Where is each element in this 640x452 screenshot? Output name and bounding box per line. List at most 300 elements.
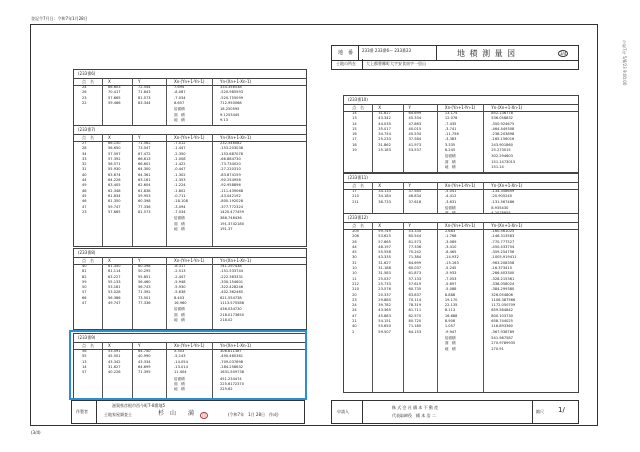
author-name: 杉 山 満 xyxy=(158,410,195,417)
table-cell: 57 xyxy=(82,370,87,375)
block-code: (233番9) xyxy=(78,335,96,340)
table-cell: -1.422 xyxy=(174,162,186,167)
table-cell: 16 xyxy=(352,132,357,137)
table-cell: 71.843 xyxy=(138,90,151,95)
table-cell: 10 xyxy=(352,266,357,271)
table-cell: -160.561025 xyxy=(491,229,515,233)
column-header-no: 点 名 xyxy=(82,343,94,348)
table-cell: 40.990 xyxy=(138,354,151,359)
block-code: (233番6) xyxy=(78,71,96,76)
table-cell: 29.880 xyxy=(378,297,391,302)
applicant-label: 申請人 xyxy=(337,409,349,414)
table-cell: 63.227 xyxy=(108,274,121,279)
table-cell: -16.373415 xyxy=(491,266,512,271)
table-cell: 71.395 xyxy=(138,370,151,375)
summary-value: 451.234474 xyxy=(220,376,242,381)
table-cell: 60.037 xyxy=(408,266,422,271)
summary-label: 倍面積 xyxy=(174,307,185,312)
table-cell: 22.135 xyxy=(444,303,458,308)
table-cell: 81.573 xyxy=(408,239,422,244)
author-box xyxy=(71,400,305,424)
table-cell: -1005.919411 xyxy=(491,255,517,260)
table-cell: 38.733 xyxy=(378,199,391,204)
table-cell: -367.938769 xyxy=(491,329,515,334)
block-code: (233番10) xyxy=(348,97,368,102)
table-cell: -464.449308 xyxy=(491,126,515,131)
table-cell: 2 xyxy=(352,329,355,334)
table-cell: 25.183 xyxy=(378,148,391,153)
table-cell: 8.888 xyxy=(444,292,456,297)
table-cell: 43.342 xyxy=(108,359,121,364)
column-header-x: X xyxy=(378,105,382,110)
table-cell: -165.156016 xyxy=(491,137,515,142)
table-cell: -7.012 xyxy=(174,141,186,145)
table-cell: 81 xyxy=(82,269,87,274)
block-code: (233番11) xyxy=(348,175,368,180)
table-cell: 57.665 xyxy=(378,239,391,244)
column-header-ydiff: Yn·(Xn+1-Xn-1) xyxy=(220,258,252,263)
column-header-ydiff: Yn·(Xn+1-Xn-1) xyxy=(491,183,523,188)
table-cell: 56.460 xyxy=(138,279,151,284)
table-cell: 60.735 xyxy=(408,287,422,292)
table-cell: 34.754 xyxy=(378,132,391,137)
table-cell: 56.743 xyxy=(138,285,151,290)
table-cell: 24 xyxy=(352,308,357,313)
table-cell: -3.631 xyxy=(444,199,457,204)
summary-value: 270.9789935 xyxy=(491,341,516,346)
table-cell: 116.893360 xyxy=(491,324,513,329)
table-cell: -1.008 xyxy=(174,156,186,161)
location-label: 土地の所在 xyxy=(336,61,356,66)
table-cell: 33 xyxy=(82,156,87,161)
block-code: (233番12) xyxy=(348,215,368,220)
table-cell: 64.361 xyxy=(138,172,151,177)
column-header-y: Y xyxy=(138,79,141,84)
table-cell: -1.302 xyxy=(174,172,186,177)
summary-label: 地 積 xyxy=(174,226,185,231)
table-cell: 64.226 xyxy=(108,178,121,183)
table-cell: 31.862 xyxy=(378,142,391,147)
area-table-block xyxy=(73,125,307,247)
table-cell: 53.028 xyxy=(108,290,121,295)
table-cell: 50 xyxy=(82,285,87,290)
table-cell: -222.363331 xyxy=(220,274,244,279)
table-cell: 53.591 xyxy=(108,349,121,353)
table-cell: 66.601 xyxy=(138,162,151,167)
table-cell: -27.220310 xyxy=(220,167,241,172)
table-cell: 212 xyxy=(352,281,359,286)
table-cell: 44.035 xyxy=(378,121,391,126)
summary-label: 面 積 xyxy=(174,112,185,117)
column-header-xdiff: Xn·(Yn+1-Yn-1) xyxy=(444,105,476,110)
table-cell: 10 xyxy=(352,271,357,276)
table-cell: -3.094 xyxy=(174,204,186,209)
table-cell: -3.410 xyxy=(444,244,457,249)
column-header-y: Y xyxy=(408,223,411,228)
table-cell: 712.950068 xyxy=(220,100,242,105)
table-cell: 23.576 xyxy=(378,287,391,292)
table-cell: 17 xyxy=(352,189,357,193)
summary-label: 面 積 xyxy=(174,312,185,317)
column-header-xdiff: Xn·(Yn+1-Yn-1) xyxy=(444,183,476,188)
table-cell: 26 xyxy=(352,239,357,244)
summary-label: 倍面積 xyxy=(174,376,185,381)
summary-value: 8.935430 xyxy=(491,205,509,210)
table-cell: 57.619 xyxy=(408,281,422,286)
table-cell: -11.756 xyxy=(444,132,459,137)
table-cell: 64.740 xyxy=(138,349,151,353)
table-cell: -5.638 xyxy=(174,290,186,295)
chiban-label: 地 番 xyxy=(338,50,354,56)
table-cell: -9.947 xyxy=(444,329,457,334)
summary-value: 9.1253445 xyxy=(220,112,240,117)
table-cell: -5.245 xyxy=(444,266,457,271)
table-cell: 6.245 xyxy=(444,148,456,153)
table-cell: 37.584 xyxy=(408,137,422,142)
table-cell: 50.295 xyxy=(138,269,151,274)
table-cell: 71.384 xyxy=(408,255,422,260)
table-cell: 63.674 xyxy=(108,172,121,177)
table-cell: 49.747 xyxy=(108,301,121,306)
table-cell: 45.534 xyxy=(408,132,422,137)
table-cell: 73.501 xyxy=(138,295,151,300)
table-cell: -770.777527 xyxy=(491,239,515,244)
table-cell: 40.015 xyxy=(408,126,422,131)
column-header-xdiff: Xn·(Yn+1-Yn-1) xyxy=(174,135,205,140)
table-cell: -350.924675 xyxy=(491,121,515,126)
table-cell: 61.114 xyxy=(108,269,121,274)
table-cell: 621.554738 xyxy=(220,295,242,300)
table-cell: 46 xyxy=(82,199,87,204)
summary-value: 191.37 xyxy=(220,226,233,231)
table-cell: 1172.050709 xyxy=(491,303,516,308)
table-cell: 61.838 xyxy=(138,188,151,193)
table-cell: 57.392 xyxy=(108,156,121,161)
summary-label: 面 積 xyxy=(444,159,456,164)
table-cell: 54.151 xyxy=(378,319,391,324)
table-cell: 70.417 xyxy=(108,90,121,95)
table-row xyxy=(74,301,306,306)
table-cell: -4.412 xyxy=(444,194,457,199)
table-cell: -146.313583 xyxy=(491,234,515,239)
applicant-box xyxy=(331,400,579,424)
table-cell: -7.435 xyxy=(444,121,457,126)
table-cell: 48 xyxy=(82,188,87,193)
location-value: 大上郡豊郷町大字安食南字一里山 xyxy=(366,61,426,66)
table-row xyxy=(344,200,578,205)
table-cell: 77.336 xyxy=(138,301,151,306)
registration-date-note: 登記令7月日：令和7年1月28日 xyxy=(31,16,88,21)
table-cell: 78.319 xyxy=(408,303,422,308)
table-cell: 15 xyxy=(352,126,357,131)
table-cell: 13 xyxy=(82,359,87,364)
table-cell: 14 xyxy=(82,364,87,369)
table-cell: -13.014 xyxy=(174,364,188,369)
table-cell: 6.657 xyxy=(174,100,185,105)
column-header-y: Y xyxy=(138,343,141,348)
table-cell: -90.254958 xyxy=(220,178,241,183)
document-title: 地 積 測 量 図 xyxy=(457,49,517,58)
table-cell: 47 xyxy=(82,301,87,306)
table-cell: 57.665 xyxy=(108,95,121,100)
table-cell: 741.297438 xyxy=(220,264,242,268)
summary-label: 倍面積 xyxy=(174,216,185,221)
table-cell: -7.053 xyxy=(444,276,457,281)
table-cell: -43.042192 xyxy=(220,193,241,198)
table-cell: -7.034 xyxy=(174,95,186,100)
table-cell: 23 xyxy=(82,95,87,100)
table-cell: 43.335 xyxy=(378,255,391,260)
table-cell: 18 xyxy=(352,142,357,147)
summary-value: 218.0173650 xyxy=(220,312,245,317)
table-row xyxy=(344,330,578,335)
table-cell: -66.884730 xyxy=(220,156,241,161)
table-cell: 45.883 xyxy=(378,313,391,318)
table-cell: -450.433754 xyxy=(491,244,515,249)
column-header-xdiff: Xn·(Yn+1-Yn-1) xyxy=(174,258,205,263)
table-cell: 20 xyxy=(352,292,357,297)
table-cell: 59.953 xyxy=(138,193,151,198)
column-header-no: 点 名 xyxy=(352,183,365,188)
table-cell: 32 xyxy=(82,162,87,167)
table-cell: 25.733 xyxy=(378,281,391,286)
table-cell: -1.802 xyxy=(174,188,186,193)
table-cell: -322.428246 xyxy=(220,285,244,290)
table-cell: -5.143 xyxy=(174,354,186,359)
table-cell: -377.772324 xyxy=(220,204,244,209)
table-cell: -328.215361 xyxy=(491,276,515,281)
summary-value: 18.250595 xyxy=(220,107,240,112)
table-cell: 70.114 xyxy=(408,297,422,302)
table-cell: 53.537 xyxy=(408,148,422,153)
table-cell: 66.603 xyxy=(108,85,121,89)
table-cell: 34.133 xyxy=(378,189,391,193)
table-cell: 34 xyxy=(82,151,87,156)
table-cell: 40 xyxy=(82,172,87,177)
table-cell: 40 xyxy=(352,324,357,329)
table-cell: 55.851 xyxy=(138,274,151,279)
table-cell: 45.501 xyxy=(108,354,121,359)
table-cell: 56.571 xyxy=(108,162,121,167)
table-cell: 39.782 xyxy=(378,303,391,308)
column-header-no: 点 名 xyxy=(82,135,94,140)
table-cell: 31.627 xyxy=(108,364,121,369)
author-title: 土地家屋調査士 xyxy=(104,412,132,417)
table-cell: 61.834 xyxy=(108,193,121,198)
table-cell: 31.583 xyxy=(378,271,391,276)
column-header-y: Y xyxy=(408,105,411,110)
column-header-ydiff: Yn·(Xn+1-Xn-1) xyxy=(491,105,523,110)
summary-label: 地 積 xyxy=(174,318,185,322)
table-cell: -131.567486 xyxy=(491,199,515,204)
table-cell: -0.711 xyxy=(174,193,186,198)
side-print-note: 令和7年 5/8/23 9:00:00 xyxy=(622,40,627,86)
table-cell: 56.386 xyxy=(108,295,121,300)
table-cell: 22 xyxy=(82,100,87,105)
table-cell: 63.837 xyxy=(408,292,422,297)
table-cell: -359.254756 xyxy=(491,250,515,255)
table-cell: -5.933 xyxy=(444,271,457,276)
table-cell: -3.383 xyxy=(444,137,457,142)
column-header-ydiff: Yn·(Xn+1-Xn-1) xyxy=(220,135,252,140)
table-cell: 59 xyxy=(82,279,87,284)
author-seal: 印 xyxy=(202,413,206,418)
area-table-block xyxy=(343,213,579,393)
table-cell: 47 xyxy=(352,313,357,318)
table-cell: 8.403 xyxy=(174,295,185,300)
summary-label: 倍面積 xyxy=(444,154,456,159)
table-cell: 334.356538 xyxy=(220,85,242,89)
table-cell: 210 xyxy=(352,287,359,292)
survey-sheet xyxy=(30,24,598,426)
creation-date: (令和7年 1月 28日 作成) xyxy=(228,412,279,417)
table-cell: 59.466 xyxy=(108,100,121,105)
table-cell: 56 xyxy=(82,349,87,353)
table-cell: 44 xyxy=(352,244,357,249)
table-cell: 26 xyxy=(82,90,87,95)
table-cell: 232.546082 xyxy=(220,141,242,145)
table-cell: -402.362465 xyxy=(220,290,244,295)
scale-label: 縮尺 xyxy=(536,409,544,414)
column-header-x: X xyxy=(378,223,382,228)
summary-value: 151.1473015 xyxy=(491,159,516,164)
summary-value: 541.987587 xyxy=(491,336,513,340)
column-header-no: 点 名 xyxy=(352,105,365,110)
table-cell: 83.344 xyxy=(138,100,151,105)
table-row xyxy=(344,148,578,153)
table-cell: -20.905240 xyxy=(491,194,512,199)
column-header-ydiff: Yn·(Xn+1-Xn-1) xyxy=(220,343,252,348)
table-cell: 53.334 xyxy=(408,229,422,233)
table-cell: 23 xyxy=(82,209,87,214)
author-label: 作製者 xyxy=(76,409,88,414)
table-cell: 46.834 xyxy=(408,194,422,199)
table-cell: 536.058832 xyxy=(491,116,513,121)
table-cell: 82 xyxy=(82,274,87,279)
applicant-company: 株 式 会 社 橋 本 不 動 産 xyxy=(392,405,439,410)
table-cell: -963.208358 xyxy=(491,260,515,265)
chiban-value: 233番 233番6～ 233番23 xyxy=(362,48,412,53)
table-cell: -1.224 xyxy=(174,183,186,188)
table-cell: 11 xyxy=(352,276,357,281)
table-cell: 43.334 xyxy=(138,359,151,364)
table-cell: 80.720 xyxy=(408,319,422,324)
table-cell: 67.472 xyxy=(138,151,151,156)
table-cell: -73.734020 xyxy=(220,162,241,167)
table-cell: 61.873 xyxy=(408,271,422,276)
table-cell: -5.041 xyxy=(444,189,457,193)
table-cell: 60.398 xyxy=(138,199,151,204)
table-row xyxy=(74,210,306,215)
table-cell: 55.133 xyxy=(108,279,121,284)
column-header-no: 点 名 xyxy=(82,258,94,263)
table-cell: -7.034 xyxy=(174,209,186,214)
table-cell: 34.184 xyxy=(378,194,391,199)
table-cell: -151.533744 xyxy=(220,269,244,274)
table-cell: -8.317 xyxy=(174,264,186,268)
summary-value: 218.02 xyxy=(220,318,233,322)
applicant-representative: 代表取締役 橋 本 浩 二 xyxy=(392,413,436,418)
area-table-block xyxy=(73,69,307,126)
table-cell: -3.741 xyxy=(444,126,457,131)
table-cell: -14.932 xyxy=(444,255,459,260)
table-cell: 25.037 xyxy=(378,276,391,281)
summary-value: 386.748436 xyxy=(220,216,242,221)
table-cell: -153.687078 xyxy=(220,151,244,156)
table-cell: 31 xyxy=(82,167,87,172)
table-cell: 66.613 xyxy=(138,156,151,161)
table-cell: 210 xyxy=(352,194,359,199)
table-cell: 19.170 xyxy=(444,297,458,302)
summary-label: 地 積 xyxy=(444,346,456,351)
table-cell: -520.755099 xyxy=(220,95,244,100)
table-cell: 81.711 xyxy=(408,308,422,313)
table-cell: 47 xyxy=(82,204,87,209)
table-cell: 71.392 xyxy=(138,290,151,295)
table-cell: 13.174 xyxy=(444,111,458,115)
table-cell: -330.154601 xyxy=(220,279,244,284)
column-header-y: Y xyxy=(138,135,141,140)
column-header-no: 点 名 xyxy=(82,79,94,84)
table-cell: 63.161 xyxy=(138,178,151,183)
table-cell: 17 xyxy=(352,137,357,142)
table-cell: 8.113 xyxy=(444,308,456,313)
table-cell: 43.342 xyxy=(378,116,391,121)
table-cell: -5.697 xyxy=(444,281,457,286)
summary-label: 倍面積 xyxy=(444,205,456,210)
block-code: (233番8) xyxy=(78,250,96,255)
summary-label: 面 積 xyxy=(174,221,185,226)
table-cell: 658.744025 xyxy=(491,319,513,324)
table-cell: 72.544 xyxy=(138,85,151,89)
table-cell: 64.699 xyxy=(408,260,422,265)
column-header-y: Y xyxy=(138,258,141,263)
table-cell: 43.365 xyxy=(378,308,391,313)
table-cell: -238.203898 xyxy=(491,132,515,137)
table-cell: 53.181 xyxy=(108,285,121,290)
table-cell: -153.203038 xyxy=(220,146,244,151)
table-cell: 45.334 xyxy=(408,116,422,121)
table-cell: -0.447 xyxy=(174,167,186,172)
column-header-xdiff: Xn·(Yn+1-Yn-1) xyxy=(444,223,476,228)
summary-value: 436.034730 xyxy=(220,307,242,312)
table-cell: 852.136778 xyxy=(491,111,513,115)
summary-label: 地 積 xyxy=(174,117,185,122)
table-cell: -3.089 xyxy=(444,239,457,244)
summary-value: 191.3742180 xyxy=(220,221,245,226)
table-cell: 326.054806 xyxy=(491,292,513,297)
table-cell: 14 xyxy=(352,121,357,126)
table-cell: 57.133 xyxy=(408,276,422,281)
table-cell: 8.908 xyxy=(444,319,456,324)
table-cell: 306.811387 xyxy=(220,349,242,353)
table-cell: 48.197 xyxy=(378,244,391,249)
column-header-x: X xyxy=(378,183,382,188)
table-cell: 28 xyxy=(82,146,87,151)
table-cell: -800.192028 xyxy=(220,199,244,204)
table-cell: 71.180 xyxy=(408,324,422,329)
table-cell: 243.901860 xyxy=(491,142,513,147)
table-cell: 25.233 xyxy=(378,137,391,142)
summary-label: 地 積 xyxy=(444,165,456,169)
table-cell: 55.558 xyxy=(378,250,391,255)
table-cell: 60.544 xyxy=(408,234,422,239)
table-cell: 14 xyxy=(352,111,357,115)
table-cell: 1631.509738 xyxy=(220,370,245,375)
table-cell: 64.699 xyxy=(408,111,422,115)
summary-value: 302.294603 xyxy=(491,154,513,159)
table-cell: -184.258632 xyxy=(220,364,244,369)
